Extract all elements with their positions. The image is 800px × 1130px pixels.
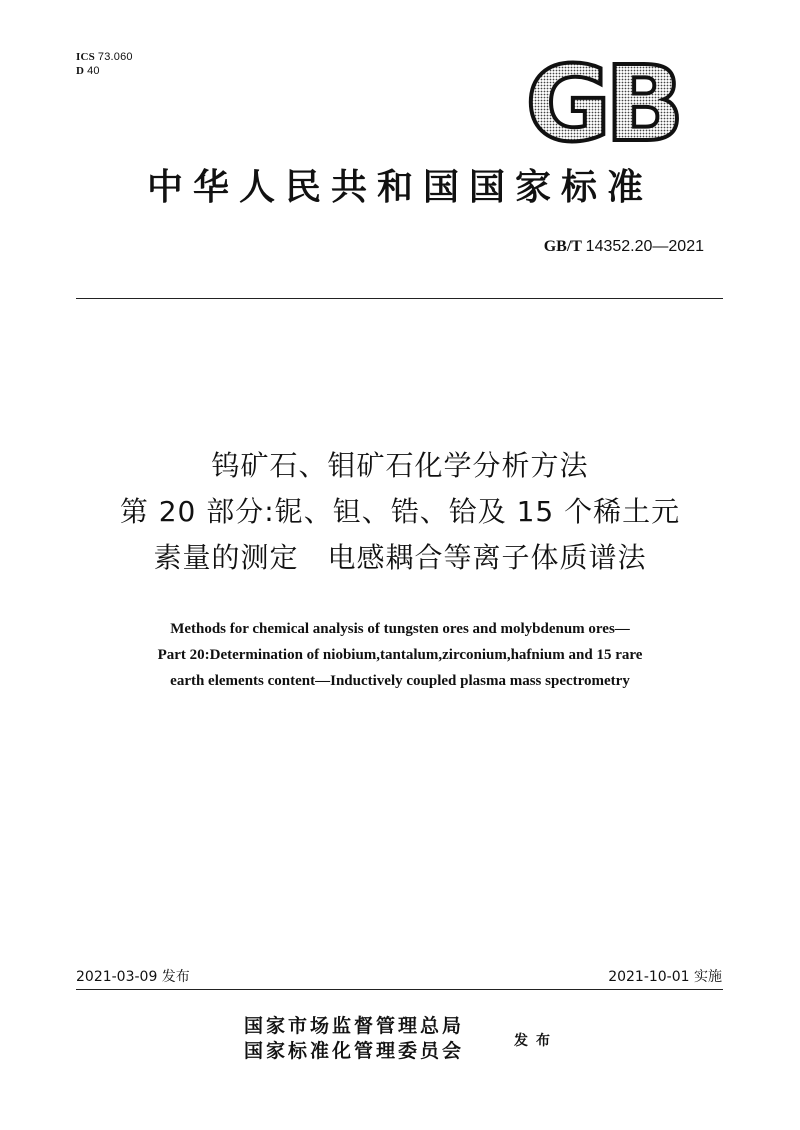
ccs-code: 40 [87,65,100,77]
en-title-line-3: earth elements content—Inductively coupled plasma mass spectrometry [170,673,630,689]
chinese-document-title [0,443,800,581]
en-title-line-1: Methods for chemical analysis of tungsten ores and molybdenum ores— [170,621,630,637]
gb-logo-text: GB [525,60,679,148]
ccs-line [76,64,133,78]
bottom-divider [76,989,723,990]
ics-line [76,50,133,64]
issue-date: 2021-03-09 发布 [76,969,190,985]
standard-number [544,238,704,256]
cn-title-line-2: 第 20 部分:铌、钽、锆、铪及 15 个稀土元 [119,495,681,528]
publish-label: 发布 [514,1033,558,1049]
ccs-label: D [76,65,85,77]
top-divider [76,298,723,299]
ics-label: ICS [76,51,95,63]
en-title-line-2: Part 20:Determination of niobium,tantalum,zirconium,hafnium and 15 rare [157,647,643,663]
standard-number-prefix: GB/T [543,238,582,255]
issuing-authorities [244,1014,464,1064]
implementation-date: 2021-10-01 实施 [608,969,722,985]
national-standard-title: 中华人民共和国国家标准 [146,166,653,208]
ics-code: 73.060 [97,51,133,63]
cn-title-line-3: 素量的测定 电感耦合等离子体质谱法 [153,541,647,574]
english-document-title [0,616,800,694]
cn-title-line-1: 钨矿石、钼矿石化学分析方法 [211,449,589,482]
issuer-sac: 国家标准化管理委员会 [244,1040,465,1062]
standard-number-value: 14352.20—2021 [585,238,704,255]
classification-codes [76,50,133,78]
gb-logo [522,60,682,148]
issuer-samr: 国家市场监督管理总局 [244,1015,465,1037]
